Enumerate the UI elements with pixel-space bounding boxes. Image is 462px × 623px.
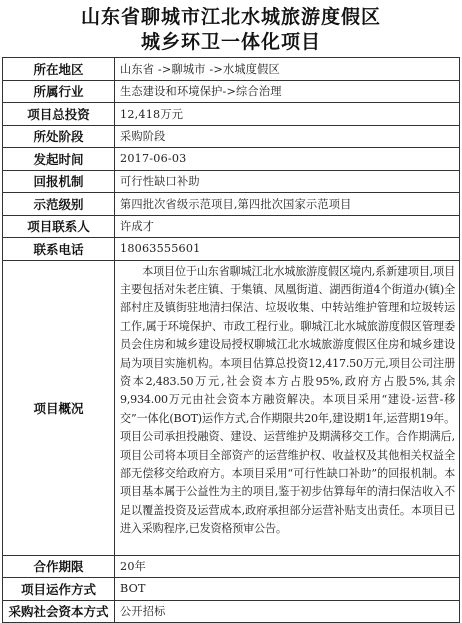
page-title [0, 0, 462, 57]
row-value-demo-level: 第四批次省级示范项目,第四批次国家示范项目 [115, 193, 460, 216]
row-label-phone: 联系电话 [3, 238, 115, 261]
table-row [3, 555, 460, 578]
row-value-region: 山东省 ->聊城市 ->水城度假区 [115, 58, 460, 81]
row-value-contact: 许成才 [115, 215, 460, 238]
row-value-industry: 生态建设和环境保护->综合治理 [115, 80, 460, 103]
row-label-term: 合作期限 [3, 555, 115, 578]
table-row-overview [3, 260, 460, 555]
table-row [3, 600, 460, 623]
row-value-stage: 采购阶段 [115, 125, 460, 148]
row-value-start-date: 2017-06-03 [115, 148, 460, 171]
row-label-contact: 项目联系人 [3, 215, 115, 238]
row-label-demo-level: 示范级别 [3, 193, 115, 216]
row-label-procurement: 采购社会资本方式 [3, 600, 115, 623]
title-line-1: 山东省聊城市江北水城旅游度假区 [80, 6, 381, 28]
row-label-overview: 项目概况 [3, 260, 115, 555]
table-row [3, 215, 460, 238]
table-row [3, 193, 460, 216]
row-value-investment: 12,418万元 [115, 103, 460, 126]
row-label-investment: 项目总投资 [3, 103, 115, 126]
table-row [3, 103, 460, 126]
table-row [3, 578, 460, 601]
row-value-term: 20年 [115, 555, 460, 578]
row-label-operation-mode: 项目运作方式 [3, 578, 115, 601]
row-value-operation-mode: BOT [115, 578, 460, 601]
table-row [3, 148, 460, 171]
row-value-overview: 本项目位于山东省聊城江北水城旅游度假区境内,系新建项目,项目主要包括对朱老庄镇、于集镇、凤凰街道、湖西街道4个街道办(镇)全部村庄及镇街驻地清扫保洁、垃圾收集、中转站维护管理和垃圾转运工作,属于环境保护、市政工程行业。聊城江北水城旅游度假区管理委员会住房和城乡建设局授权聊城江北水城旅游度假区住房和城乡建设局为项目实施机构。本项目估算总投资12,417.50万元,项目公司注册资本2,483.50万元,社会资本方占股95%,政府方占股5%,其余9,934.00万元由社会资本方融资解决。本项目采用“建设-运营-移交”一体化(BOT)运作方式,合作期限共20年,建设期1年,运营期19年。项目公司承担投融资、建设、运营维护及期满移交工作。合作期满后,项目公司将本项目全部资产的运营维护权、收益权及其他相关权益全部无偿移交给政府方。本项目采用“可行性缺口补助”的回报机制。本项目基本属于公益性为主的项目,鉴于初步估算每年的清扫保洁收入不足以覆盖投资及运营成本,政府承担部分运营补贴支出责任。本项目已进入采购程序,已发资格预审公告。 [115, 260, 460, 555]
row-value-return-mechanism: 可行性缺口补助 [115, 170, 460, 193]
row-label-industry: 所属行业 [3, 80, 115, 103]
row-label-region: 所在地区 [3, 58, 115, 81]
row-value-phone: 18063555601 [115, 238, 460, 261]
row-value-procurement: 公开招标 [115, 600, 460, 623]
title-line-2: 城乡环卫一体化项目 [140, 31, 321, 53]
table-row [3, 125, 460, 148]
table-row [3, 58, 460, 81]
table-row [3, 238, 460, 261]
table-row [3, 80, 460, 103]
row-label-start-date: 发起时间 [3, 148, 115, 171]
project-info-table [2, 57, 460, 623]
row-label-return-mechanism: 回报机制 [3, 170, 115, 193]
row-label-stage: 所处阶段 [3, 125, 115, 148]
table-row [3, 170, 460, 193]
